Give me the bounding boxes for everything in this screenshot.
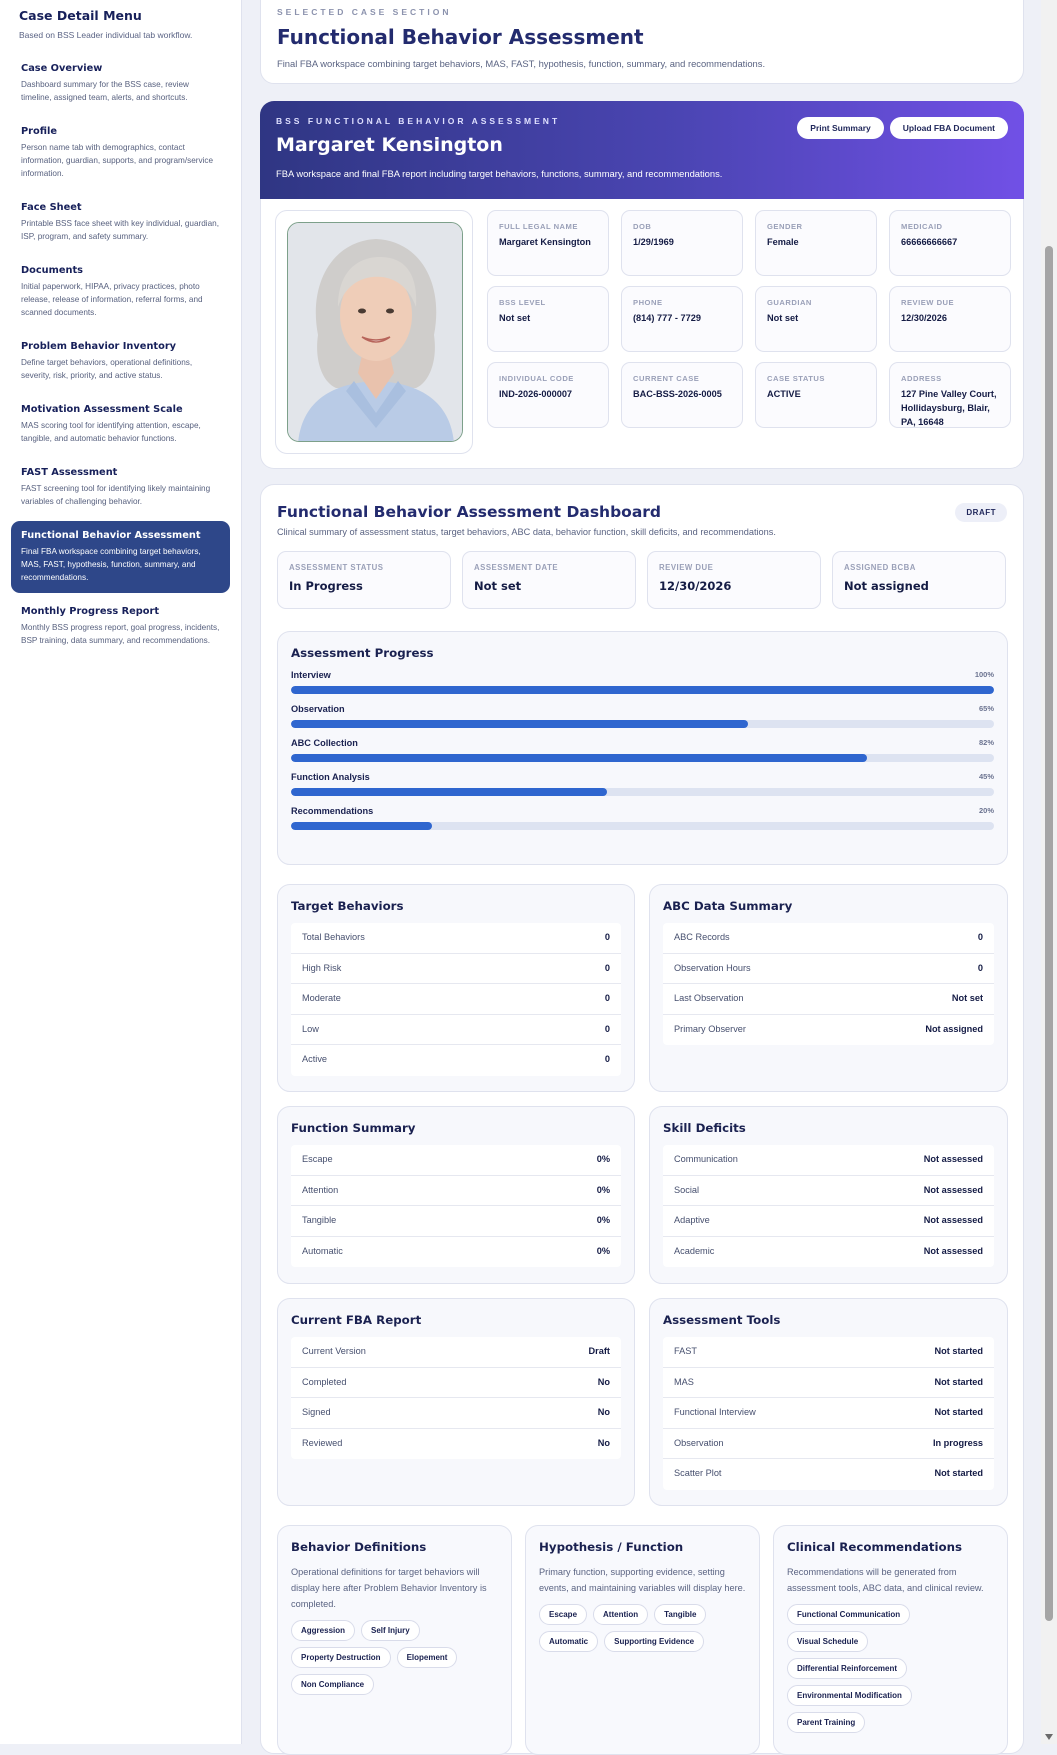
list-item-label: FAST [674,1346,697,1356]
profile-field-label: BSS LEVEL [499,298,546,307]
list-item [291,954,621,985]
sidebar-item-description: Printable BSS face sheet with key individual, guardian, ISP, program, and safety summary. [21,219,219,241]
sidebar-item-description: Person name tab with demographics, contact information, guardian, supports, and program/service information. [21,143,214,178]
list-item-label: Active [302,1054,328,1064]
progress-percent: 20% [978,806,994,815]
stat-label: ASSIGNED BCBA [844,563,916,572]
abc-data-summary-panel [649,884,1008,1092]
clinical-recommendations-panel [773,1525,1008,1755]
list-item [663,1206,994,1237]
individual-name: Margaret Kensington [276,134,503,156]
list-item [663,1176,994,1207]
stat-label: ASSESSMENT DATE [474,563,559,572]
list-item-value: Not started [934,1468,983,1478]
progress-bar [291,686,994,694]
recommendations-chips [787,1604,994,1733]
abc-summary-list [663,923,994,1045]
list-item-label: Observation [674,1437,724,1448]
sidebar-item-face-sheet[interactable] [11,193,230,252]
profile-field-label: MEDICAID [901,222,943,231]
list-item-label: Total Behaviors [302,932,365,942]
sidebar-item-problem-behavior-inventory[interactable] [11,332,230,391]
profile-field-value: Not set [767,313,799,323]
list-item [291,1015,621,1046]
sidebar-item-description: Dashboard summary for the BSS case, review timeline, assigned team, alerts, and shortcuts. [21,80,189,102]
abc-summary-title: ABC Data Summary [663,899,793,913]
profile-field [889,362,1011,428]
profile-field-value: IND-2026-000007 [499,389,573,399]
list-item [663,1237,994,1268]
profile-field [755,362,877,428]
progress-fill [291,788,607,796]
behavior-definitions-panel [277,1525,512,1755]
list-item-label: Scatter Plot [674,1468,722,1478]
tag-chip[interactable]: Attention [593,1604,648,1625]
sidebar-item-functional-behavior-assessment[interactable] [11,521,230,593]
print-summary-button[interactable]: Print Summary [797,117,883,139]
profile-field [755,210,877,276]
tag-chip[interactable]: Self Injury [361,1620,420,1641]
sidebar-item-profile[interactable] [11,117,230,189]
list-item-value: Not started [934,1346,983,1356]
tag-chip[interactable]: Automatic [539,1631,598,1652]
list-item-value: No [597,1437,610,1448]
list-item-value: 0 [604,1023,610,1034]
list-item-label: High Risk [302,962,342,973]
profile-field-label: INDIVIDUAL CODE [499,374,574,383]
profile-field [755,286,877,352]
sidebar-item-label: Case Overview [21,63,103,74]
profile-field-value: ACTIVE [767,389,801,399]
function-summary-list [291,1145,621,1267]
stat-card [462,551,636,609]
progress-header [291,738,994,748]
section-kicker: SELECTED CASE SECTION [277,7,452,17]
stat-card [647,551,821,609]
sidebar-item-case-overview[interactable] [11,54,230,113]
sidebar-item-description: Initial paperwork, HIPAA, privacy practices, photo release, release of information, referral forms, and scanned documents. [21,282,203,317]
list-item [663,923,994,954]
target-behaviors-panel [277,884,635,1092]
list-item-label: Current Version [302,1346,366,1356]
scroll-down-arrow-icon[interactable] [1045,1734,1053,1740]
list-item [291,1398,621,1429]
list-item-label: Completed [302,1376,347,1387]
list-item [291,1145,621,1176]
list-item-value: Not assessed [923,1154,983,1164]
case-detail-sidebar [0,0,242,1744]
list-item-label: Reviewed [302,1437,343,1448]
progress-percent: 45% [978,772,994,781]
tag-chip[interactable]: Parent Training [787,1712,865,1733]
progress-percent: 100% [974,670,994,679]
assessment-tools-title: Assessment Tools [663,1313,781,1327]
sidebar-item-label: FAST Assessment [21,467,118,478]
list-item [663,954,994,985]
profile-field [621,286,743,352]
profile-field-label: PHONE [633,298,663,307]
list-item-value: 0 [604,962,610,973]
hypothesis-desc: Primary function, supporting evidence, setting events, and maintaining variables will display here. [539,1567,746,1593]
list-item-value: 0 [977,962,983,973]
progress-header [291,670,994,680]
progress-percent: 82% [978,738,994,747]
profile-field [487,210,609,276]
list-item-label: Primary Observer [674,1023,746,1034]
sidebar-item-label: Monthly Progress Report [21,606,160,617]
progress-label: ABC Collection [291,738,358,748]
stat-card [832,551,1006,609]
list-item [663,1145,994,1176]
stat-value: Not assigned [844,579,929,593]
profile-field-value: Not set [499,313,531,323]
section-header [260,0,1024,84]
progress-row [291,670,994,694]
list-item [291,1368,621,1399]
progress-label: Observation [291,704,345,714]
skill-deficits-panel [649,1106,1008,1284]
fba-dashboard [260,484,1024,1754]
profile-field-label: ADDRESS [901,374,942,383]
profile-field-value: BAC-BSS-2026-0005 [633,389,722,399]
hero-banner [260,101,1024,199]
list-item-value: Not set [951,993,983,1003]
progress-header [291,704,994,714]
profile-field-label: CURRENT CASE [633,374,700,383]
assessment-tools-panel [649,1298,1008,1506]
progress-bar [291,788,994,796]
list-item [291,1429,621,1460]
page-scrollbar[interactable] [1041,0,1057,1744]
profile-field-value: 66666666667 [901,237,958,247]
profile-field-value: 1/29/1969 [633,237,674,247]
profile-photo [287,222,463,442]
progress-row [291,704,994,728]
sidebar-item-label: Face Sheet [21,202,82,213]
list-item-value: Draft [588,1346,610,1356]
list-item-label: Observation Hours [674,962,751,973]
function-summary-title: Function Summary [291,1121,416,1135]
dashboard-title: Functional Behavior Assessment Dashboard [277,503,662,521]
profile-field-label: DOB [633,222,652,231]
sidebar-title: Case Detail Menu [19,8,142,23]
progress-row [291,806,994,830]
list-item-value: 0 [604,993,610,1003]
sidebar-item-label: Functional Behavior Assessment [21,530,201,541]
skill-deficits-title: Skill Deficits [663,1121,746,1135]
target-behaviors-title: Target Behaviors [291,899,404,913]
profile-field-value: 127 Pine Valley Court, Hollidaysburg, Blair, PA, 16648 [901,389,997,427]
list-item-value: 0% [596,1245,610,1256]
profile-field-label: GENDER [767,222,803,231]
list-item [291,984,621,1015]
list-item [663,1337,994,1368]
progress-bar [291,720,994,728]
list-item-value: 0% [596,1184,610,1195]
progress-label: Function Analysis [291,772,370,782]
progress-header [291,772,994,782]
profile-field-label: GUARDIAN [767,298,812,307]
person-portrait-icon [288,223,463,442]
fba-report-title: Current FBA Report [291,1313,422,1327]
profile-field-label: REVIEW DUE [901,298,955,307]
progress-fill [291,754,867,762]
list-item-value: Not started [934,1376,983,1387]
profile-field [487,362,609,428]
progress-fill [291,720,748,728]
hypothesis-title: Hypothesis / Function [539,1540,684,1554]
sidebar-item-fast-assessment[interactable] [11,458,230,517]
list-item [663,984,994,1015]
skill-deficits-list [663,1145,994,1267]
hero-description: FBA workspace and final FBA report including target behaviors, functions, summary, and recommendations. [276,168,723,179]
profile-field-label: CASE STATUS [767,374,825,383]
profile-field [889,210,1011,276]
list-item-label: Adaptive [674,1215,710,1225]
sidebar-subtitle: Based on BSS Leader individual tab workflow. [19,30,193,40]
tag-chip[interactable]: Differential Reinforcement [787,1658,907,1679]
list-item-value: 0 [604,1054,610,1064]
list-item-value: 0 [977,932,983,942]
stat-value: 12/30/2026 [659,579,732,593]
section-description: Final FBA workspace combining target behaviors, MAS, FAST, hypothesis, function, summary, and recommendations. [277,58,766,69]
profile-field [621,210,743,276]
stat-value: Not set [474,579,522,593]
hypothesis-function-panel [525,1525,760,1755]
tag-chip[interactable]: Environmental Modification [787,1685,912,1706]
profile-field-value: Female [767,237,799,247]
stat-value: In Progress [289,579,363,593]
list-item-value: 0% [596,1154,610,1164]
tag-chip[interactable]: Tangible [654,1604,706,1625]
tag-chip[interactable]: Elopement [397,1647,458,1668]
fba-report-list [291,1337,621,1459]
profile-card [260,199,1024,469]
profile-field-label: FULL LEGAL NAME [499,222,578,231]
tag-chip[interactable]: Supporting Evidence [604,1631,704,1652]
tag-chip[interactable]: Visual Schedule [787,1631,868,1652]
profile-field-value: (814) 777 - 7729 [633,313,701,323]
sidebar-item-description: MAS scoring tool for identifying attention, escape, tangible, and automatic behavior functions. [21,421,201,443]
sidebar-item-label: Problem Behavior Inventory [21,341,177,352]
tag-chip[interactable]: Property Destruction [291,1647,391,1668]
list-item [663,1368,994,1399]
progress-fill [291,822,432,830]
progress-bar [291,754,994,762]
profile-field-value: 12/30/2026 [901,313,947,323]
upload-fba-document-button[interactable]: Upload FBA Document [890,117,1008,139]
sidebar-item-motivation-assessment-scale[interactable] [11,395,230,454]
sidebar-item-description: Monthly BSS progress report, goal progress, incidents, BSP training, data summary, and recommendations. [21,623,220,645]
progress-bar [291,822,994,830]
list-item-label: Academic [674,1245,715,1256]
list-item-label: ABC Records [674,932,730,942]
profile-field [487,286,609,352]
list-item [291,1237,621,1268]
list-item-label: Last Observation [674,993,744,1003]
sidebar-item-documents[interactable] [11,256,230,328]
sidebar-item-description: FAST screening tool for identifying likely maintaining variables of challenging behavior. [21,484,211,506]
profile-field [889,286,1011,352]
tag-chip[interactable]: Aggression [291,1620,355,1641]
list-item-label: Communication [674,1154,738,1164]
behavior-definitions-title: Behavior Definitions [291,1540,427,1554]
progress-label: Interview [291,670,331,680]
list-item [663,1398,994,1429]
list-item [291,1206,621,1237]
tag-chip[interactable]: Functional Communication [787,1604,910,1625]
list-item-value: 0% [596,1215,610,1225]
list-item-value: No [597,1376,610,1387]
list-item-label: Low [302,1023,319,1034]
list-item-value: 0 [604,932,610,942]
list-item-label: MAS [674,1376,694,1387]
progress-title: Assessment Progress [291,646,434,660]
list-item-value: Not started [934,1407,983,1417]
progress-header [291,806,994,816]
list-item [291,923,621,954]
list-item [663,1429,994,1460]
behavior-definitions-chips [291,1620,498,1695]
dashboard-description: Clinical summary of assessment status, target behaviors, ABC data, behavior function, skill deficits, and recommendations. [277,527,776,537]
current-fba-report-panel [277,1298,635,1506]
status-badge: DRAFT [955,503,1007,522]
hypothesis-chips [539,1604,746,1652]
list-item [291,1176,621,1207]
sidebar-item-label: Profile [21,126,58,137]
tag-chip[interactable]: Escape [539,1604,587,1625]
stat-label: REVIEW DUE [659,563,714,572]
profile-field [621,362,743,428]
list-item-label: Signed [302,1407,331,1417]
sidebar-item-monthly-progress-report[interactable] [11,597,230,656]
hero-kicker: BSS FUNCTIONAL BEHAVIOR ASSESSMENT [276,116,561,126]
progress-fill [291,686,994,694]
list-item [663,1459,994,1490]
assessment-progress-panel [277,631,1008,865]
list-item-value: Not assessed [923,1215,983,1225]
progress-label: Recommendations [291,806,374,816]
list-item-value: Not assessed [923,1184,983,1195]
sidebar-item-description: Define target behaviors, operational definitions, severity, risk, priority, and active status. [21,358,193,380]
photo-frame [275,210,473,454]
list-item-label: Automatic [302,1245,343,1256]
list-item-label: Tangible [302,1215,337,1225]
target-behaviors-list [291,923,621,1076]
list-item [291,1045,621,1076]
assessment-tools-list [663,1337,994,1490]
list-item [291,1337,621,1368]
list-item-value: Not assigned [925,1023,983,1034]
recommendations-desc: Recommendations will be generated from assessment tools, ABC data, and clinical review. [787,1567,984,1593]
list-item-value: No [597,1407,610,1417]
list-item-label: Attention [302,1184,339,1195]
list-item-value: In progress [932,1437,983,1448]
list-item [663,1015,994,1046]
list-item-label: Social [674,1184,700,1195]
list-item-label: Functional Interview [674,1407,756,1417]
stat-card [277,551,451,609]
list-item-label: Escape [302,1154,333,1164]
recommendations-title: Clinical Recommendations [787,1540,963,1554]
list-item-value: Not assessed [923,1245,983,1256]
progress-percent: 65% [978,704,994,713]
function-summary-panel [277,1106,635,1284]
progress-row [291,738,994,762]
list-item-label: Moderate [302,993,341,1003]
tag-chip[interactable]: Non Compliance [291,1674,374,1695]
stat-label: ASSESSMENT STATUS [289,563,384,572]
profile-field-value: Margaret Kensington [499,237,591,247]
behavior-definitions-desc: Operational definitions for target behaviors will display here after Problem Behavior Inventory is completed. [291,1567,487,1609]
sidebar-item-description: Final FBA workspace combining target behaviors, MAS, FAST, hypothesis, function, summary, and recommendations. [21,547,201,582]
sidebar-item-label: Motivation Assessment Scale [21,404,183,415]
page-title: Functional Behavior Assessment [277,25,644,49]
progress-row [291,772,994,796]
sidebar-item-label: Documents [21,265,83,276]
scrollbar-thumb[interactable] [1045,246,1053,1621]
